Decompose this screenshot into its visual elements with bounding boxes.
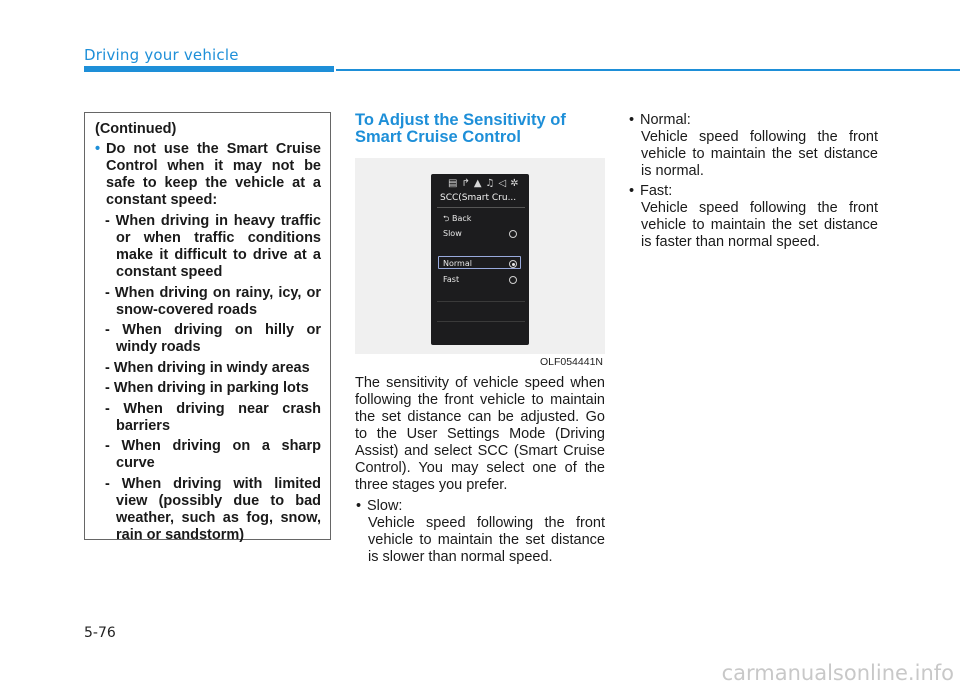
section-header: Driving your vehicle — [84, 46, 239, 64]
warning-box — [84, 112, 331, 543]
settings-screen-figure — [355, 158, 605, 368]
radio-icon — [509, 230, 517, 238]
warning-condition: - When driving on hilly or windy roads — [105, 322, 321, 355]
stage-description: Vehicle speed following the front vehicle to maintain the set distance is faster than normal speed. — [641, 200, 878, 250]
road-icon: ▲ — [473, 178, 482, 189]
warning-condition: - When driving on a sharp curve — [105, 438, 321, 471]
radio-selected-icon — [509, 260, 517, 268]
lcd-option-slow — [443, 229, 527, 238]
music-icon: ♫ — [485, 178, 495, 189]
lcd-option-label: Fast — [443, 275, 460, 284]
page-number: 5-76 — [84, 625, 116, 641]
warning-condition: - When driving in windy areas — [105, 359, 310, 376]
gear-icon: ✲ — [510, 178, 519, 189]
stage-label: • Slow: — [355, 498, 605, 515]
stage-label: • Fast: — [628, 183, 878, 200]
arrow-icon: ↱ — [461, 178, 470, 189]
stage-item-fast — [628, 183, 878, 251]
warning-bullet-text: Do not use the Smart Cruise Control when it may not be safe to keep the vehicle at a constant speed: — [106, 141, 321, 208]
warning-conditions-list — [95, 213, 321, 544]
header-bar-thin — [336, 69, 960, 71]
lcd-option-normal — [443, 259, 527, 268]
body-paragraph: The sensitivity of vehicle speed when following the front vehicle to maintain the set distance can be adjusted. Go to the User Settings Mode (Driving Assist) and select SCC (Smart Cruise Control). You may select one of the three stages you prefer. — [355, 375, 605, 493]
lcd-back-label: Back — [451, 214, 472, 223]
lcd-option-fast — [443, 275, 527, 284]
warning-condition: - When driving with limited view (possibly due to bad weather, such as fog, snow, rain or sandstorm) — [105, 475, 321, 543]
warning-condition: - When driving in heavy traffic or when traffic conditions make it difficult to drive at a constant speed — [105, 213, 321, 280]
warning-condition: - When driving in parking lots — [105, 380, 309, 396]
right-column — [628, 112, 878, 254]
horn-icon: ◁ — [498, 178, 507, 189]
warning-condition: - When driving near crash barriers — [105, 400, 321, 434]
lcd-divider — [437, 321, 525, 322]
warning-condition: - When driving on rainy, icy, or snow-covered roads — [105, 284, 321, 318]
stage-description: Vehicle speed following the front vehicle to maintain the set distance is slower than normal speed. — [368, 515, 605, 565]
stage-description: Vehicle speed following the front vehicle to maintain the set distance is normal. — [641, 129, 878, 179]
stage-item-normal — [628, 112, 878, 180]
middle-column — [355, 112, 605, 569]
car-settings-icon: ▤ — [448, 178, 458, 189]
lcd-title: SCC(Smart Cru... — [440, 193, 517, 203]
lcd-option-label: Slow — [443, 229, 462, 238]
lcd-divider — [437, 301, 525, 302]
bullet-dot-icon: • — [95, 141, 101, 157]
watermark: carmanualsonline.info — [721, 661, 954, 685]
lcd-option-label: Normal — [443, 259, 472, 268]
lcd-icon-row — [448, 178, 519, 189]
lcd-screen — [431, 174, 529, 345]
stage-list-right — [628, 112, 878, 251]
section-heading: To Adjust the Sensitivity of Smart Cruise Control — [355, 111, 566, 146]
lcd-divider — [437, 207, 525, 208]
header-bar-thick — [84, 66, 334, 72]
warning-bullet — [95, 141, 321, 209]
radio-icon — [509, 276, 517, 284]
stage-list-left — [355, 498, 605, 566]
stage-label: • Normal: — [628, 112, 878, 129]
continued-label: (Continued) — [95, 121, 177, 137]
lcd-back-row — [443, 213, 527, 227]
figure-code: OLF054441N — [539, 356, 603, 368]
back-arrow-icon: ⮌ — [443, 214, 450, 223]
stage-item-slow — [355, 498, 605, 566]
